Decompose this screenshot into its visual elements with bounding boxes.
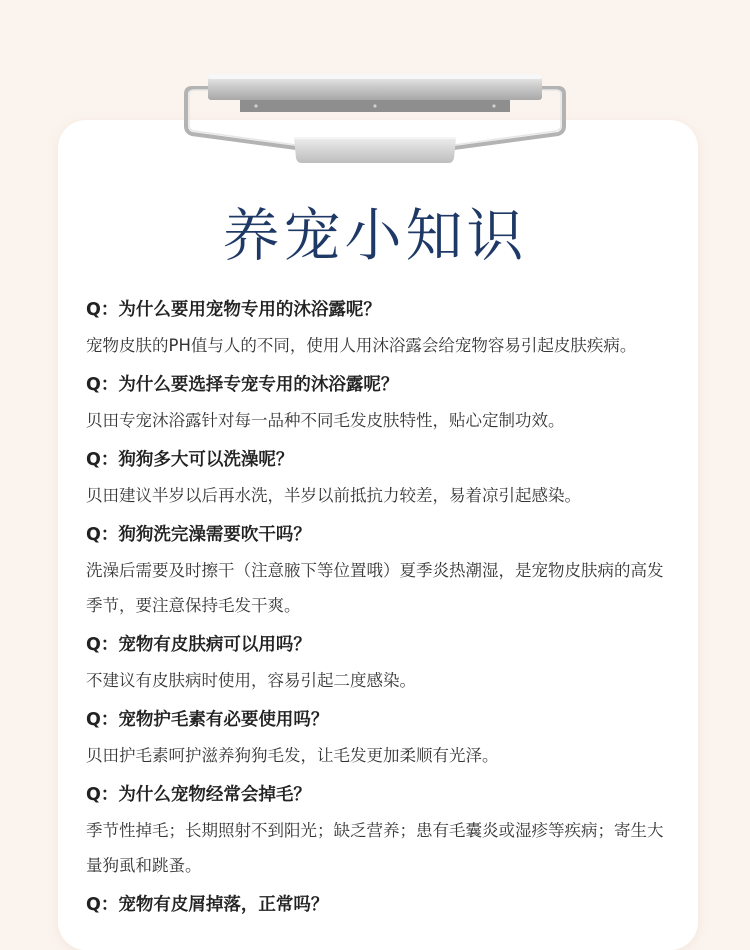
faq-answer: 贝田专宠沐浴露针对每一品种不同毛发皮肤特性，贴心定制功效。 [86,411,565,430]
faq-item [86,445,676,513]
faq-answer: 不建议有皮肤病时使用，容易引起二度感染。 [86,671,416,690]
faq-item [86,890,676,920]
faq-answer: 贝田建议半岁以后再水洗，半岁以前抵抗力较差，易着凉引起感染。 [86,486,581,505]
faq-question: Q：为什么宠物经常会掉毛？ [86,785,311,805]
faq-answer: 洗澡后需要及时擦干（注意腋下等位置哦）夏季炎热潮湿，是宠物皮肤病的高发季节，要注意保持毛发干爽。 [86,561,664,615]
faq-item [86,630,676,698]
faq-answer: 宠物皮肤的PH值与人的不同，使用人用沐浴露会给宠物容易引起皮肤疾病。 [86,336,637,355]
faq-question: Q：狗狗多大可以洗澡呢？ [86,450,294,470]
faq-item [86,295,676,363]
faq-item [86,370,676,438]
faq-item [86,780,676,883]
faq-question: Q：为什么要选择专宠专用的沐浴露呢？ [86,375,399,395]
faq-question: Q：为什么要用宠物专用的沐浴露呢？ [86,300,381,320]
faq-answer: 季节性掉毛；长期照射不到阳光；缺乏营养；患有毛囊炎或湿疹等疾病；寄生大量狗虱和跳蚤。 [86,821,664,875]
faq-question: Q：宠物有皮屑掉落，正常吗？ [86,895,329,915]
faq-question: Q：狗狗洗完澡需要吹干吗？ [86,525,311,545]
faq-answer: 贝田护毛素呵护滋养狗狗毛发，让毛发更加柔顺有光泽。 [86,746,499,765]
faq-item [86,705,676,773]
page-title: 养宠小知识 [222,203,528,269]
faq-item [86,520,676,623]
clipboard-clip-icon [184,66,566,166]
faq-question: Q：宠物护毛素有必要使用吗？ [86,710,329,730]
faq-question: Q：宠物有皮肤病可以用吗？ [86,635,311,655]
faq-list [86,295,676,920]
